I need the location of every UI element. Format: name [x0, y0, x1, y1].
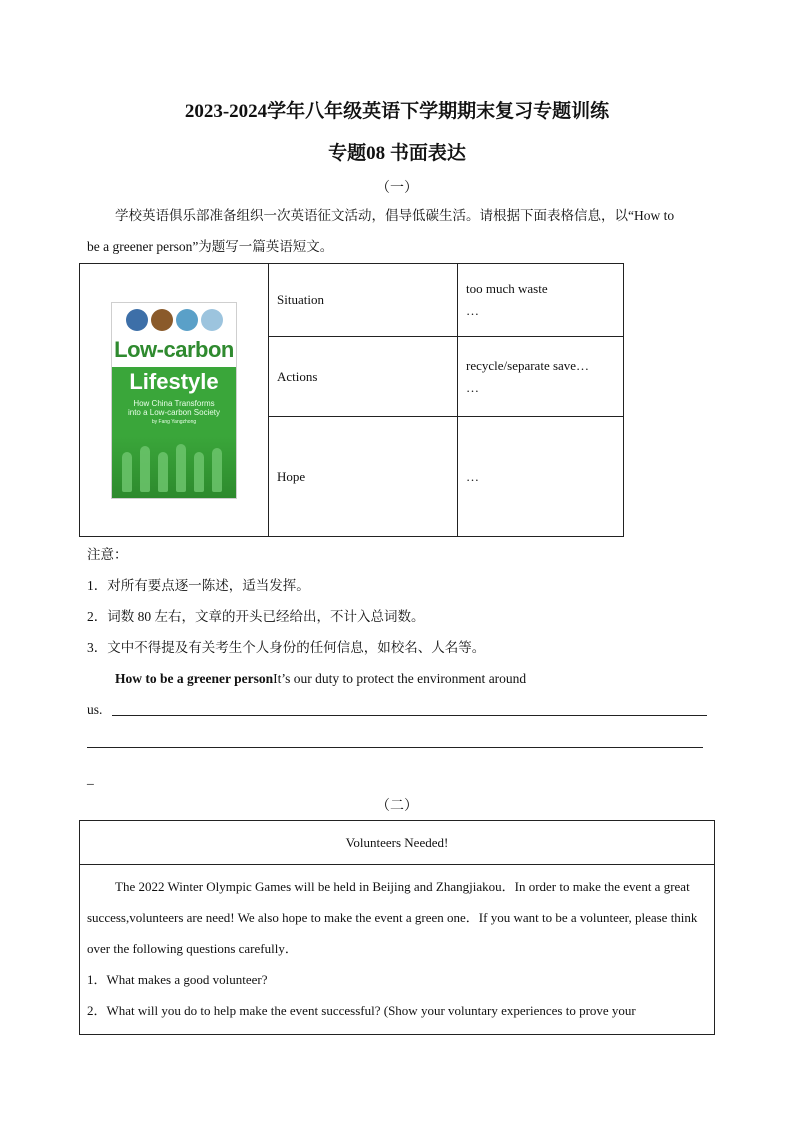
volunteers-box [79, 820, 715, 1035]
row-content-situation [458, 264, 624, 337]
writing-trail-mark: _ [87, 771, 94, 786]
essay-title: How to be a greener person [115, 671, 274, 686]
intro-line-1: 学校英语俱乐部准备组织一次英语征文活动，倡导低碳生活。请根据下面表格信息，以“How to [115, 208, 675, 223]
note-item: 2．词数 80 左右，文章的开头已经给出，不计入总词数。 [87, 609, 425, 624]
notes-block [87, 539, 707, 663]
actions-dots: … [466, 379, 481, 395]
notes-title: 注意： [87, 547, 128, 562]
info-table [79, 263, 624, 537]
book-cover-image [111, 302, 237, 499]
page-subtitle: 专题08 书面表达 [328, 143, 466, 164]
cover-green-panel [112, 367, 236, 498]
cover-photo-circles [112, 309, 236, 331]
volunteers-paragraph: The 2022 Winter Olympic Games will be held in Beijing and Zhangjiakou．In order to make the event a great success,volunteers are need! We also hope to make the event a green one．If you want to be a volunteer, please think over the following questions carefully． [87, 879, 698, 956]
page-title: 2023-2024学年八年级英语下学期期末复习专题训练 [184, 101, 610, 122]
essay-opening [115, 663, 715, 694]
row-label-hope: Hope [269, 417, 458, 537]
question-item: 1．What makes a good volunteer? [87, 972, 268, 987]
essay-start: It’s our duty to protect the environment around [273, 671, 527, 686]
note-item: 3．文中不得提及有关考生个人身份的任何信息，如校名、人名等。 [87, 640, 486, 655]
intro-line-2: be a greener person”为题写一篇英语短文。 [87, 239, 334, 254]
writing-line-1[interactable] [112, 715, 707, 716]
cover-figures [112, 436, 236, 498]
cover-subtitle-line-2: into a Low-carbon Society [127, 407, 221, 417]
situation-text: too much waste [466, 281, 548, 296]
cover-subtitle [112, 399, 236, 417]
cover-subtitle-line-1: How China Transforms [133, 398, 215, 408]
actions-text: recycle/separate save… [466, 357, 590, 373]
section1-intro [87, 200, 707, 262]
cover-author: by Fang Yangzhong [151, 418, 197, 425]
writing-line-2[interactable] [87, 747, 703, 748]
essay-continuation: us. [87, 702, 103, 717]
row-content-actions [458, 337, 624, 417]
question-item: 2．What will you do to help make the event successful? (Show your voluntary experiences to prove your [87, 1003, 636, 1018]
volunteers-title: Volunteers Needed! [80, 821, 715, 865]
row-content-hope [458, 417, 624, 537]
section-label-2: （二） [376, 799, 418, 814]
cover-title-top: Low-carbon [114, 336, 234, 362]
book-cover-cell [80, 264, 269, 537]
situation-dots: … [466, 303, 481, 318]
volunteers-body [80, 865, 715, 1035]
cover-title-main: Lifestyle [129, 368, 219, 394]
row-label-actions: Actions [269, 337, 458, 417]
section-label-1: （一） [376, 181, 418, 196]
note-item: 1．对所有要点逐一陈述，适当发挥。 [87, 578, 310, 593]
hope-dots: … [466, 468, 481, 484]
row-label-situation: Situation [269, 264, 458, 337]
